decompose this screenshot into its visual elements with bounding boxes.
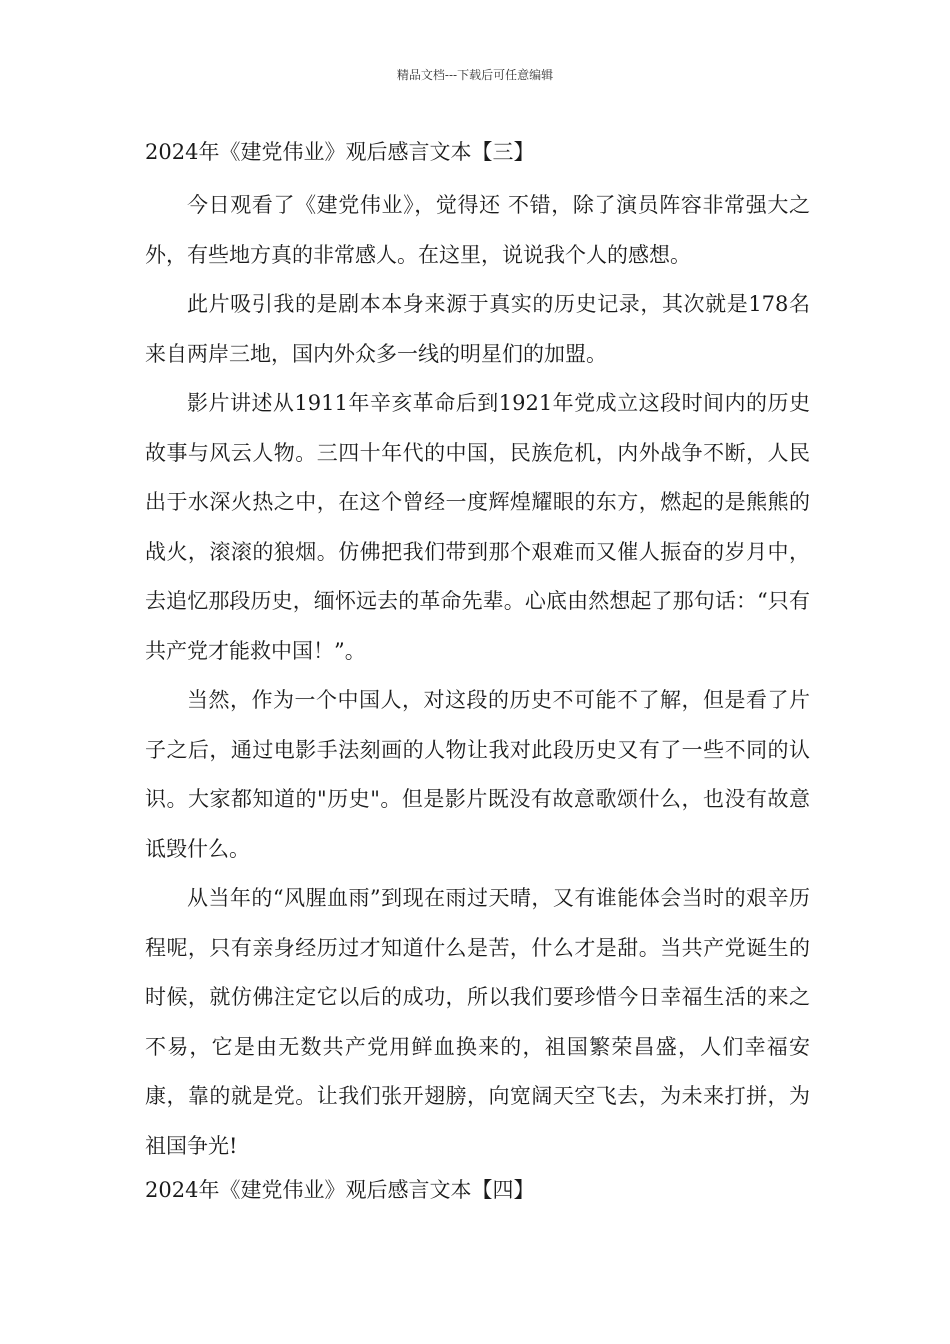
paragraph: 今日观看了《建党伟业》，觉得还 不错，除了演员阵容非常强大之外，有些地方真的非常感人。在这里，说说我个人的感想。 <box>145 193 810 267</box>
paragraph: 从当年的“风腥血雨”到现在雨过天晴，又有谁能体会当时的艰辛历程呢，只有亲身经历过才知道什么是苦，什么才是甜。当共产党诞生的时候，就仿佛注定它以后的成功，所以我们要珍惜今日幸福生活的来之不易，它是由无数共产党用鲜血换来的，祖国繁荣昌盛，人们幸福安康，靠的就是党。让我们张开翅膀，向宽阔天空飞去，为未来打拼，为祖国争光! <box>145 886 810 1158</box>
section-heading-3: 2024年《建党伟业》观后感言文本【三】 <box>145 140 535 164</box>
paragraph: 影片讲述从1911年辛亥革命后到1921年党成立这段时间内的历史故事与风云人物。三四十年代的中国，民族危机，内外战争不断，人民出于水深火热之中，在这个曾经一度辉煌耀眼的东方，燃起的是熊熊的战火，滚滚的狼烟。仿佛把我们带到那个艰难而又催人振奋的岁月中，去追忆那段历史，缅怀远去的革命先辈。心底由然想起了那句话：“只有共产党才能救中国！”。 <box>145 391 810 663</box>
page-header: 精品文档---下载后可任意编辑 <box>396 68 554 82</box>
document-body <box>145 133 810 1219</box>
section-heading-4: 2024年《建党伟业》观后感言文本【四】 <box>145 1178 535 1202</box>
paragraph: 当然，作为一个中国人，对这段的历史不可能不了解，但是看了片子之后，通过电影手法刻画的人物让我对此段历史又有了一些不同的认识。大家都知道的"历史"。但是影片既没有故意歌颂什么，也没有故意诋毁什么。 <box>145 688 810 861</box>
paragraph: 此片吸引我的是剧本本身来源于真实的历史记录，其次就是178名来自两岸三地，国内外众多一线的明星们的加盟。 <box>145 292 810 366</box>
